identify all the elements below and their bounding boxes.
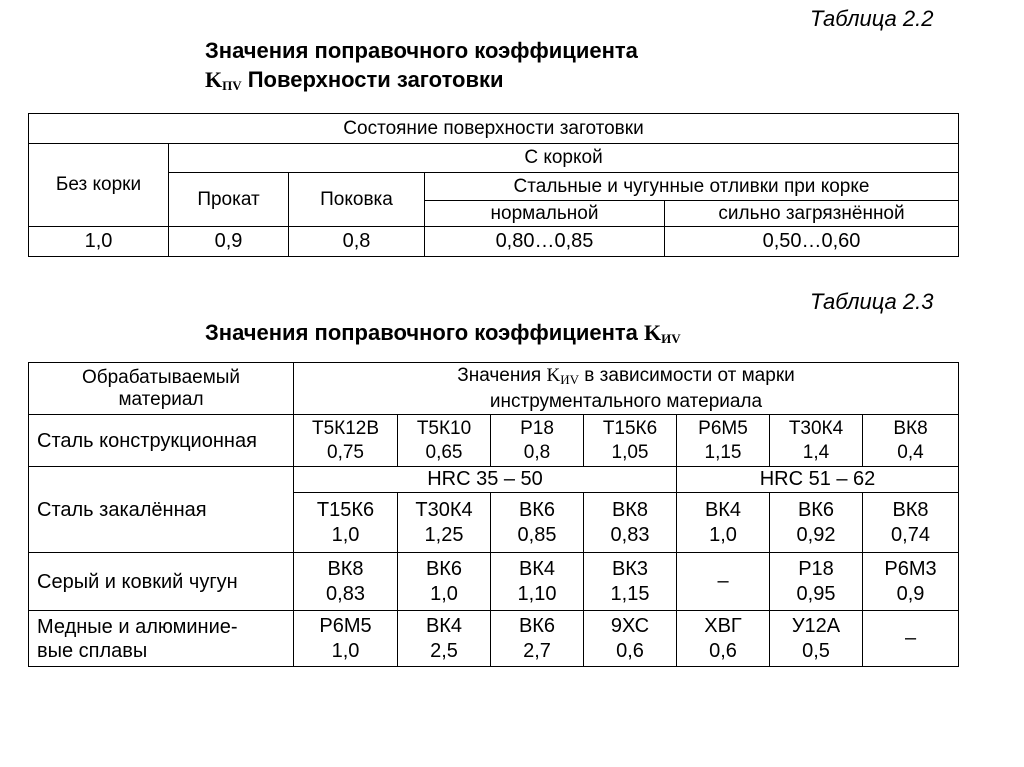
- header-with-crust: С коркой: [169, 144, 959, 173]
- coef-cell: ВК4 2,5: [398, 611, 491, 667]
- coef-cell: Р18 0,95: [770, 553, 863, 611]
- header-surface-state: Состояние поверхности заготовки: [29, 114, 959, 144]
- surface-coefficient-table: [28, 113, 959, 257]
- coefficient-symbol: $K_{ПV}$: [205, 67, 242, 93]
- coef-cell: ВК8 0,74: [863, 493, 959, 553]
- coef-cell: ВК4 1,0: [677, 493, 770, 553]
- header-values: Значения $K_{ИV}$ в зависимости от марки инструментального материала: [294, 363, 959, 415]
- coef-cell: ВК6 1,0: [398, 553, 491, 611]
- coef-cell: Т5К10 0,65: [398, 415, 491, 467]
- coef-cell: ВК6 2,7: [491, 611, 584, 667]
- value-rolled: 0,9: [169, 227, 289, 257]
- coefficient-symbol: $K_{ИV}$: [546, 364, 580, 387]
- header-castings: Стальные и чугунные отливки при корке: [425, 173, 959, 201]
- header-material: Обрабатываемый материал: [29, 363, 294, 415]
- header-dirty-crust: сильно загрязнённой: [665, 201, 959, 227]
- coef-cell: Р6М5 1,15: [677, 415, 770, 467]
- header-no-crust: Без корки: [29, 144, 169, 227]
- coef-cell: ВК8 0,4: [863, 415, 959, 467]
- coefficient-symbol: $K_{ИV}$: [644, 320, 681, 346]
- coef-cell: ВК6 0,92: [770, 493, 863, 553]
- coef-cell: ВК4 1,10: [491, 553, 584, 611]
- header-normal-crust: нормальной: [425, 201, 665, 227]
- material-copper-aluminium: Медные и алюминие- вые сплавы: [29, 611, 294, 667]
- tool-material-coefficient-table: [28, 362, 959, 667]
- coef-cell: Р6М5 1,0: [294, 611, 398, 667]
- value-dirty-crust: 0,50…0,60: [665, 227, 959, 257]
- table-number: Таблица 2.2: [810, 6, 934, 31]
- table-title-line1: Значения поправочного коэффициента: [205, 38, 638, 63]
- table-row: [29, 467, 959, 493]
- coef-cell: Т30К4 1,4: [770, 415, 863, 467]
- table-number: Таблица 2.3: [810, 289, 934, 314]
- coef-cell: Р6М3 0,9: [863, 553, 959, 611]
- table-title: Значения поправочного коэффициента $K_{ИV}$: [205, 320, 681, 346]
- table-row: [29, 611, 959, 667]
- coef-cell: Т30К4 1,25: [398, 493, 491, 553]
- header-forging: Поковка: [289, 173, 425, 227]
- coef-cell: Т5К12В 0,75: [294, 415, 398, 467]
- coef-cell-empty: –: [863, 611, 959, 667]
- material-structural-steel: Сталь конструкционная: [29, 415, 294, 467]
- table-title: [205, 36, 638, 100]
- header-rolled: Прокат: [169, 173, 289, 227]
- table-row: [29, 553, 959, 611]
- coef-cell-empty: –: [677, 553, 770, 611]
- coef-cell: У12А 0,5: [770, 611, 863, 667]
- coef-cell: ВК6 0,85: [491, 493, 584, 553]
- hrc-range-high: HRC 51 – 62: [677, 467, 959, 493]
- value-no-crust: 1,0: [29, 227, 169, 257]
- coef-cell: Р18 0,8: [491, 415, 584, 467]
- coef-cell: Т15К6 1,05: [584, 415, 677, 467]
- hrc-range-low: HRC 35 – 50: [294, 467, 677, 493]
- coef-cell: ВК8 0,83: [584, 493, 677, 553]
- coef-cell: ВК8 0,83: [294, 553, 398, 611]
- coef-cell: 9ХС 0,6: [584, 611, 677, 667]
- value-forging: 0,8: [289, 227, 425, 257]
- material-cast-iron: Серый и ковкий чугун: [29, 553, 294, 611]
- coef-cell: Т15К6 1,0: [294, 493, 398, 553]
- table-title-line2: $K_{ПV}$ Поверхности заготовки: [205, 67, 504, 93]
- coef-cell: ВК3 1,15: [584, 553, 677, 611]
- coef-cell: ХВГ 0,6: [677, 611, 770, 667]
- value-normal-crust: 0,80…0,85: [425, 227, 665, 257]
- material-hardened-steel: Сталь закалённая: [29, 467, 294, 553]
- table-row: [29, 415, 959, 467]
